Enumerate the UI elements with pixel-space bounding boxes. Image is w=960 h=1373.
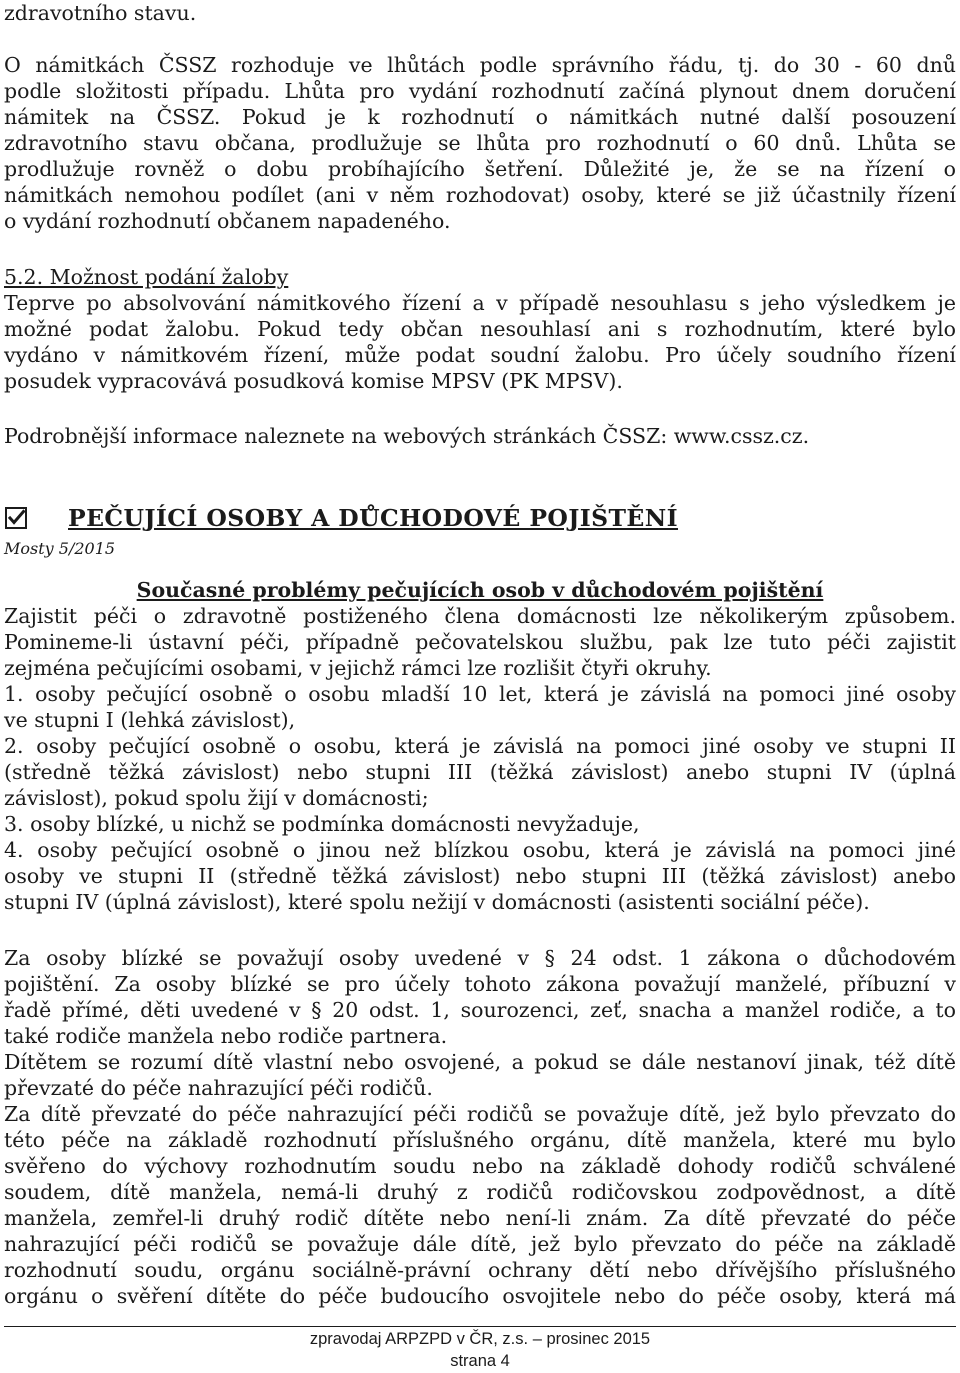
- text-line: možné podat žalobu. Pokud tedy občan nesouhlasí ani s rozhodnutím, které bylo: [4, 317, 956, 341]
- text-line: orgánu o svěření dítěte do péče budoucího osvojitele nebo do péče osoby, která má: [4, 1284, 956, 1308]
- article-heading: [4, 503, 956, 533]
- more-info-line: Podrobnější informace naleznete na webových stránkách ČSSZ: www.cssz.cz.: [4, 424, 810, 448]
- text-line: také rodiče manžela nebo rodiče partnera.: [4, 1024, 448, 1048]
- text-line: námitkách nemohou podílet (ani v něm rozhodovat) osoby, které se již účastnily řízení: [4, 183, 956, 207]
- text-line: pojištění. Za osoby blízké se pro účely tohoto zákona považují manželé, příbuzní v: [4, 972, 956, 996]
- text-line: zdravotního stavu.: [4, 1, 197, 25]
- article-source: Mosty 5/2015: [4, 539, 116, 558]
- list-item-line: osoby ve stupni II (středně těžká závislost) nebo stupni III (těžká závislost) anebo: [4, 864, 956, 888]
- text-line: Za osoby blízké se považují osoby uvedené v § 24 odst. 1 zákona o důchodovém: [4, 946, 956, 970]
- text-line: rozhodnutí soudu, orgánu sociálně-právní ochrany dětí nebo dřívějšího příslušného: [4, 1258, 956, 1282]
- list-item-line: závislost), pokud spolu žijí v domácnosti;: [4, 786, 429, 810]
- text-line: soudem, dítě manžela, nemá-li druhý z rodičů rodičovskou zodpovědnost, a dítě: [4, 1180, 956, 1204]
- article-subheading-text: Současné problémy pečujících osob v důchodovém pojištění: [136, 578, 824, 602]
- list-item-line: 3. osoby blízké, u nichž se podmínka domácnosti nevyžaduje,: [4, 812, 640, 836]
- text-line: převzaté do péče nahrazující péči rodičů.: [4, 1076, 433, 1100]
- text-line: této péče na základě rozhodnutí příslušného orgánu, dítě manžela, které mu bylo: [4, 1128, 956, 1152]
- text-line: manžela, zemřel-li druhý rodič dítěte nebo není-li znám. Za dítě převzaté do péče: [4, 1206, 956, 1230]
- list-item-line: stupni IV (úplná závislost), které spolu nežijí v domácnosti (asistenti sociální péče).: [4, 890, 870, 914]
- text-line: zdravotního stavu občana, prodlužuje se lhůta pro rozhodnutí o 60 dnů. Lhůta se: [4, 131, 956, 155]
- article-title: PEČUJÍCÍ OSOBY A DŮCHODOVÉ POJIŠTĚNÍ: [68, 504, 679, 532]
- text-line: O námitkách ČSSZ rozhoduje ve lhůtách podle správního řádu, tj. do 30 - 60 dnů: [4, 53, 956, 77]
- text-line: nahrazující péči rodičů se považuje dále dítě, jež bylo převzato do péče na základě: [4, 1232, 956, 1256]
- text-line: zejména pečujícími osobami, v jejichž rámci lze rozlišit čtyři okruhy.: [4, 656, 712, 680]
- text-line: prodlužuje rovněž o dobu probíhajícího šetření. Důležité je, že se na řízení o: [4, 157, 956, 181]
- list-item-line: (středně těžká závislost) nebo stupni III (těžká závislost) anebo stupni IV (úplná: [4, 760, 956, 784]
- footer-page-number: strana 4: [450, 1352, 510, 1370]
- list-item-line: 2. osoby pečující osobně o osobu, která je závislá na pomoci jiné osoby ve stupni II: [4, 734, 956, 758]
- text-line: řadě přímé, děti uvedené v § 20 odst. 1, sourozenci, zeť, snacha a manžel rodiče, a to: [4, 998, 956, 1022]
- text-line: svěřeno do výchovy rozhodnutím soudu nebo na základě dohody rodičů schválené: [4, 1154, 956, 1178]
- section-title: 5.2. Možnost podání žaloby: [4, 265, 289, 289]
- list-item-line: 1. osoby pečující osobně o osobu mladší 10 let, která je závislá na pomoci jiné osoby: [4, 682, 956, 706]
- text-line: o vydání rozhodnutí občanem napadeného.: [4, 209, 451, 233]
- list-item-line: ve stupni I (lehká závislost),: [4, 708, 296, 732]
- text-line: Dítětem se rozumí dítě vlastní nebo osvojené, a pokud se dále nestanoví jinak, též dítě: [4, 1050, 956, 1074]
- footer-publisher: zpravodaj ARPZPD v ČR, z.s. – prosinec 2015: [309, 1330, 651, 1348]
- text-line: Teprve po absolvování námitkového řízení a v případě nesouhlasu s jeho výsledkem je: [4, 291, 956, 315]
- text-line: vydáno v námitkovém řízení, může podat soudní žalobu. Pro účely soudního řízení: [4, 343, 956, 367]
- text-line: posudek vypracovává posudková komise MPSV (PK MPSV).: [4, 369, 623, 393]
- article-subheading: [4, 577, 956, 603]
- text-line: Za dítě převzaté do péče nahrazující péči rodičů se považuje dítě, jež bylo převzato do: [4, 1102, 956, 1126]
- footer-divider: [4, 1326, 956, 1327]
- text-line: podle složitosti případu. Lhůta pro vydání rozhodnutí začíná plynout dnem doručení: [4, 79, 956, 103]
- text-line: Pomineme-li ústavní péči, případně pečovatelskou službu, pak lze tuto péči zajistit: [4, 630, 956, 654]
- text-line: Zajistit péči o zdravotně postiženého člena domácnosti lze několikerým způsobem.: [4, 604, 956, 628]
- text-line: námitek na ČSSZ. Pokud je k rozhodnutí o námitkách nutné další posouzení: [4, 105, 956, 129]
- list-item-line: 4. osoby pečující osobně o jinou než blízkou osobu, která je závislá na pomoci jiné: [4, 838, 956, 862]
- checkbox-checked-icon: [4, 506, 28, 530]
